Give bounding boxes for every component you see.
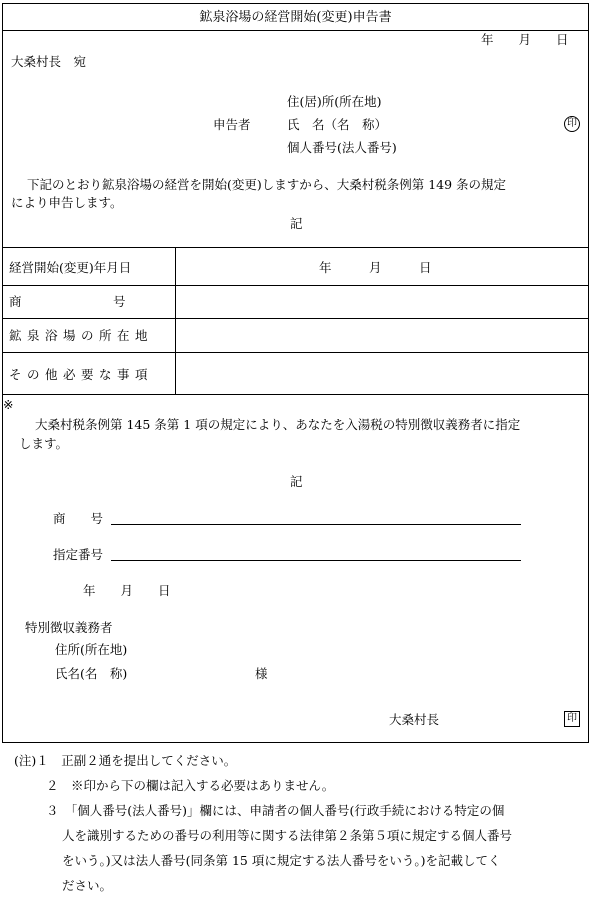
- sama-label: 様: [255, 666, 268, 681]
- designation-number-line: [111, 560, 521, 561]
- form-frame: [2, 3, 589, 743]
- mayor-label: 大桑村長: [389, 712, 440, 727]
- note-item: 人を識別するための番号の利用等に関する法律第２条第５項に規定する個人番号: [62, 828, 513, 843]
- designation-text-line-1: 大桑村税条例第 145 条第 1 項の規定により、あなたを入湯税の特別徴収義務者に指定: [35, 417, 521, 432]
- note-item: ２ ※印から下の欄は記入する必要はありません。: [46, 778, 335, 793]
- obligor-label: 特別徴収義務者: [25, 620, 113, 635]
- designation-number-label: 指定番号: [53, 547, 104, 562]
- applicant-id-label: 個人番号(法人番号): [287, 140, 397, 155]
- trade-name-label: 商 号: [53, 511, 104, 526]
- table-row-label: 商 号: [9, 294, 127, 309]
- intro-line-1: 下記のとおり鉱泉浴場の経営を開始(変更)しますから、大桑村税条例第 149 条の規定: [27, 177, 507, 192]
- notes-header: (注)１ 正副２通を提出してください。: [14, 753, 237, 768]
- intro-line-2: により申告します。: [11, 195, 123, 210]
- table-row-label: 経営開始(変更)年月日: [9, 260, 132, 275]
- note-item: ださい。: [62, 878, 113, 893]
- form-title: 鉱泉浴場の経営開始(変更)申告書: [199, 10, 392, 25]
- table-row-value: 年 月 日: [319, 260, 432, 275]
- notes-section: [16, 748, 588, 898]
- designation-date-label: 年 月 日: [83, 583, 171, 598]
- applicant-address-label: 住(居)所(所在地): [287, 94, 382, 109]
- designation-text-line-2: します。: [19, 436, 69, 451]
- designation-ki-heading: 記: [290, 474, 303, 489]
- addressee: 大桑村長 宛: [11, 54, 87, 69]
- table-row-label: その他必要な事項: [9, 367, 154, 382]
- applicant-name-label: 氏 名（名 称）: [287, 117, 388, 132]
- designation-mark: ※: [3, 397, 14, 412]
- table-row-label: 鉱泉浴場の所在地: [9, 328, 154, 343]
- applicant-section-label: 申告者: [213, 117, 251, 132]
- obligor-name-label: 氏名(名 称): [55, 666, 128, 681]
- applicant-seal-icon: 印: [564, 116, 580, 132]
- mayor-seal-icon: 印: [564, 711, 580, 727]
- note-item: をいう。)又は法人番号(同条第 15 項に規定する法人番号をいう。)を記載してく: [62, 853, 501, 868]
- obligor-address-label: 住所(所在地): [55, 642, 128, 657]
- date-label: 年 月 日: [481, 32, 569, 47]
- trade-name-line: [111, 524, 521, 525]
- title-divider: [3, 30, 588, 31]
- ki-heading: 記: [290, 216, 303, 231]
- note-item: ３ 「個人番号(法人番号)」欄には、申請者の個人番号(行政手続における特定の個: [46, 803, 505, 818]
